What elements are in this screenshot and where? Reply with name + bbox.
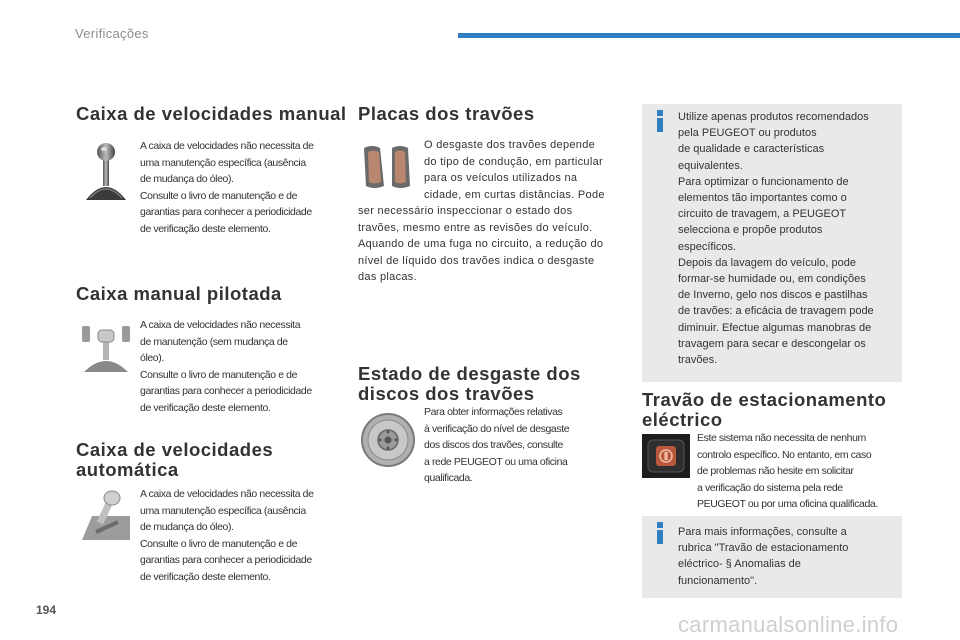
parking-brake-text: Este sistema não necessita de nenhum controlo específico. No entanto, em caso de problemas não hesite em solicitar a verificação do sistema pela rede PEUGEOT ou por uma oficina qualificada. bbox=[697, 432, 878, 510]
manual-gear-lever-icon bbox=[78, 140, 134, 204]
brake-pads-icon bbox=[358, 140, 418, 194]
parking-brake-title-line2: eléctrico bbox=[642, 409, 723, 430]
electric-parking-brake-switch-icon bbox=[642, 434, 690, 478]
page-number: 194 bbox=[36, 603, 57, 617]
brake-pads-text-side: O desgaste dos travões depende do tipo de condução, em particular para os veículos utilizados na cidade, em curtas distâncias. Pode bbox=[424, 139, 605, 201]
brake-pads-text-full: ser necessário inspeccionar o estado dos travões, mesmo entre as revisões do veículo. Aquando de uma fuga no circuito, a redução do nível de líquido dos travões indica o desgaste das placas. bbox=[358, 205, 604, 283]
info-box-more-info-text: Para mais informações, consulte a rubrica "Travão de estacionamento eléctrico- § Anomalias de funcionamento". bbox=[678, 526, 849, 587]
page-header-title: Verificações bbox=[75, 26, 149, 41]
section-title-brake-pads: Placas dos travões bbox=[358, 103, 535, 124]
info-box-products bbox=[642, 104, 902, 382]
section-title-electric-parking-brake bbox=[642, 390, 886, 430]
automatic-title-line2: automática bbox=[76, 459, 179, 480]
section-title-automatic bbox=[76, 440, 273, 480]
automatic-text: A caixa de velocidades não necessita de uma manutenção específica (ausência de mudança do óleo). Consulte o livro de manutenção e de garantias para conhecer a periodicidade de verificação deste elemento. bbox=[140, 488, 314, 583]
discs-title-line1: Estado de desgaste dos bbox=[358, 363, 581, 384]
manual-gearbox-text: A caixa de velocidades não necessita de uma manutenção específica (ausência de mudança do óleo). Consulte o livro de manutenção e de garantias para conhecer a periodicidade de verificação deste elemento. bbox=[140, 140, 314, 235]
discs-title-line2: discos dos travões bbox=[358, 383, 535, 404]
section-title-manual-gearbox: Caixa de velocidades manual bbox=[76, 103, 347, 124]
paddle-shift-gear-icon bbox=[78, 320, 134, 376]
automatic-title-line1: Caixa de velocidades bbox=[76, 439, 274, 460]
header-accent-bar bbox=[458, 33, 960, 38]
brake-discs-text: Para obter informações relativas à verificação do nível de desgaste dos discos dos travões, consulte a rede PEUGEOT ou uma oficina qualificada. bbox=[424, 406, 570, 484]
info-icon bbox=[656, 110, 664, 132]
info-box-products-text: Utilize apenas produtos recomendados pela PEUGEOT ou produtos de qualidade e características equivalentes. Para optimizar o funcionamento de elementos tão importantes como o circuito de travagem, a PEUGEOT selecciona e propõe produtos específicos. Depois da lavagem do veículo, pode formar-se humidade ou, em condições de Inverno, gelo nos discos e pastilhas de travões: a eficácia de travagem pode diminuir. Efectue algumas manobras de travagem para secar e descongelar os travões. bbox=[678, 111, 874, 367]
section-title-pilotada: Caixa manual pilotada bbox=[76, 283, 282, 304]
pilotada-text: A caixa de velocidades não necessita de manutenção (sem mudança de óleo). Consulte o livro de manutenção e de garantias para conhecer a periodicidade de verificação deste elemento. bbox=[140, 319, 312, 414]
section-title-brake-discs bbox=[358, 364, 581, 404]
info-icon bbox=[656, 522, 664, 544]
watermark: carmanualsonline.info bbox=[678, 612, 899, 637]
info-box-more-info bbox=[642, 516, 902, 598]
parking-brake-title-line1: Travão de estacionamento bbox=[642, 389, 887, 410]
brake-disc-icon bbox=[358, 410, 418, 470]
automatic-gear-selector-icon bbox=[78, 488, 134, 544]
